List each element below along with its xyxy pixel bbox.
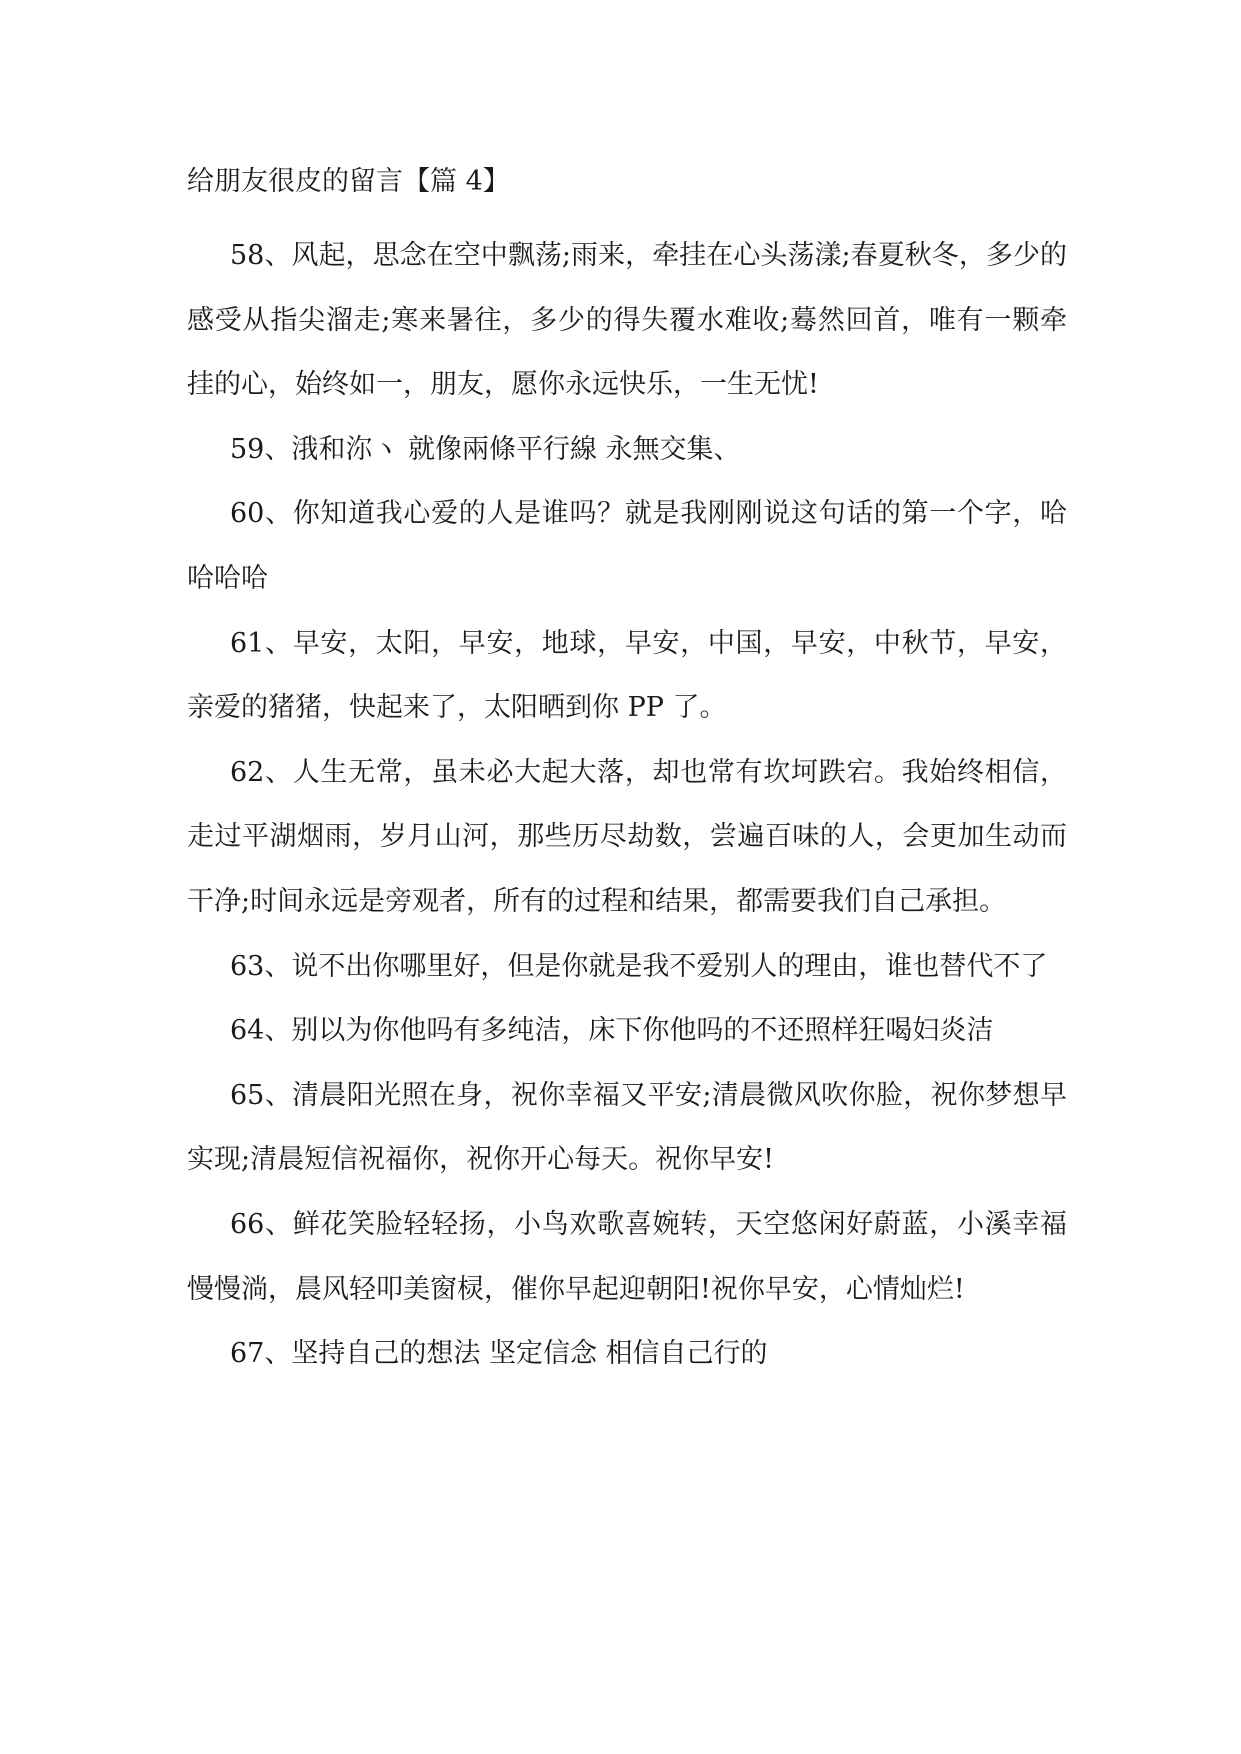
message-63: 63、说不出你哪里好，但是你就是我不爱别人的理由，谁也替代不了 <box>230 950 1048 982</box>
message-58: 58、风起，思念在空中飘荡;雨来，牵挂在心头荡漾;春夏秋冬，多少的感受从指尖溜走;寒来暑往，多少的得失覆水难收;蓦然回首，唯有一颗牵挂的心，始终如一，朋友，愿你永远快乐，一生无忧! <box>187 240 1067 401</box>
message-67: 67、坚持自己的想法 坚定信念 相信自己行的 <box>230 1338 768 1370</box>
message-65: 65、清晨阳光照在身，祝你幸福又平安;清晨微风吹你脸，祝你梦想早实现;清晨短信祝福你，祝你开心每天。祝你早安! <box>187 1079 1067 1176</box>
message-62: 62、人生无常，虽未必大起大落，却也常有坎坷跌宕。我始终相信，走过平湖烟雨，岁月山河，那些历尽劫数，尝遍百味的人，会更加生动而干净;时间永远是旁观者，所有的过程和结果，都需要我们自己承担。 <box>187 756 1067 917</box>
section-heading: 给朋友很皮的留言【篇 4】 <box>187 166 510 197</box>
message-60: 60、你知道我心爱的人是谁吗？就是我刚刚说这句话的第一个字，哈哈哈哈 <box>187 498 1067 594</box>
message-61: 61、早安，太阳，早安，地球，早安，中国，早安，中秋节，早安，亲爱的猪猪，快起来了，太阳晒到你 PP 了。 <box>187 627 1067 724</box>
message-66: 66、鲜花笑脸轻轻扬，小鸟欢歌喜婉转，天空悠闲好蔚蓝，小溪幸福慢慢淌，晨风轻叩美窗棂，催你早起迎朝阳!祝你早安，心情灿烂! <box>187 1208 1067 1305</box>
document-page <box>187 160 1067 1387</box>
message-59: 59、涐和沵ヽ 就像兩條平行線 永無交集、 <box>230 433 741 465</box>
message-64: 64、别以为你他吗有多纯洁，床下你他吗的不还照样狂喝妇炎洁 <box>230 1015 994 1047</box>
